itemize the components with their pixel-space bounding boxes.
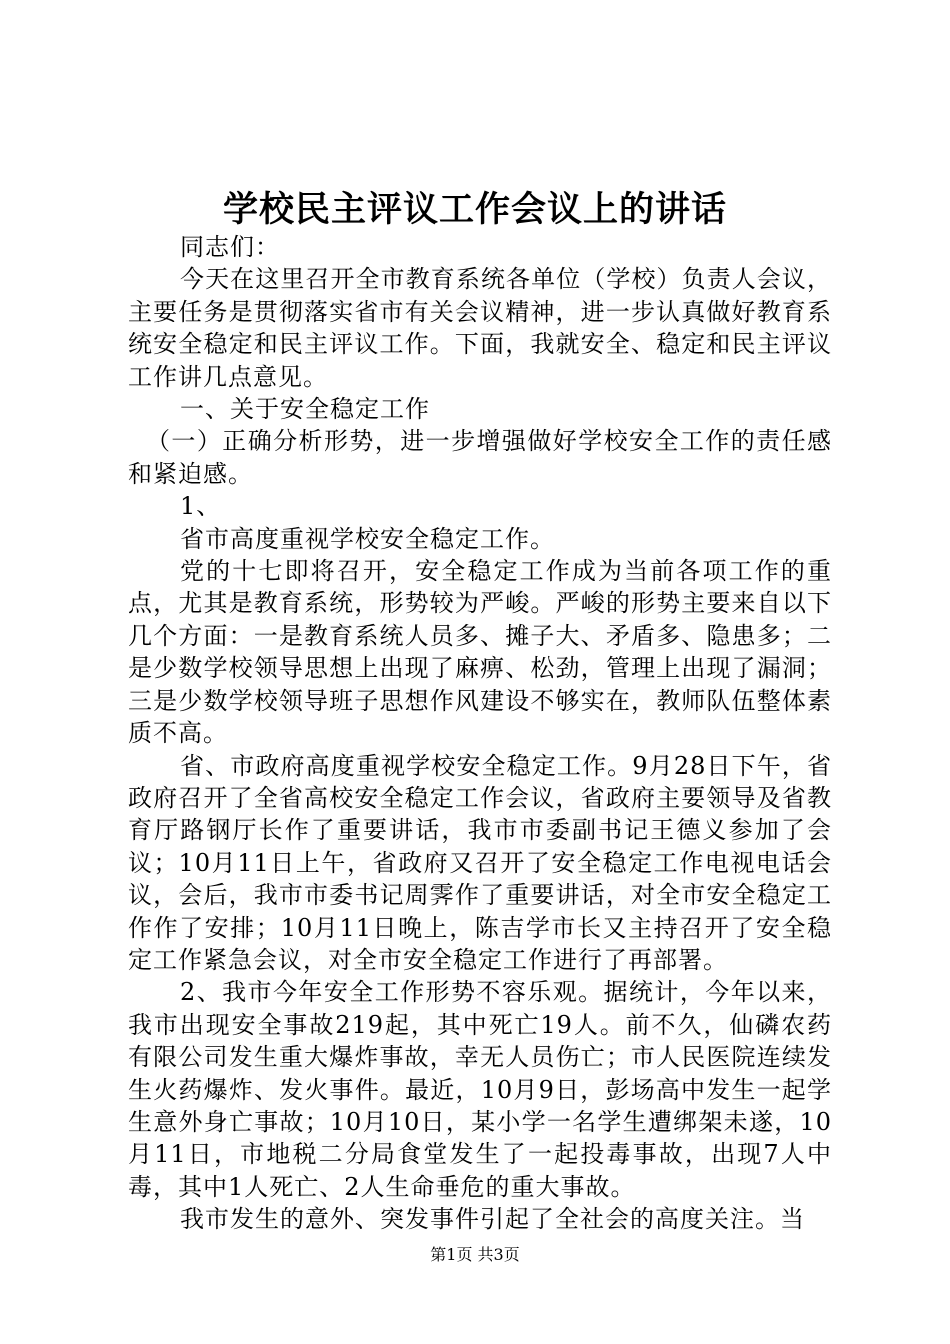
document-body <box>128 231 832 1236</box>
subsection-heading-1: （一）正确分析形势，进一步增强做好学校安全工作的责任感和紧迫感。 <box>128 427 832 488</box>
paragraph-situation: 党的十七即将召开，安全稳定工作成为当前各项工作的重点，尤其是教育系统，形势较为严峻。严峻的形势主要来自以下几个方面：一是教育系统人员多、摊子大、矛盾多、隐患多；二是少数学校领导思想上出现了麻痹、松劲，管理上出现了漏洞；三是少数学校领导班子思想作风建设不够实在，教师队伍整体素质不高。 <box>128 557 832 748</box>
paragraph-government: 省、市政府高度重视学校安全稳定工作。9月28日下午，省政府召开了全省高校安全稳定工作会议，省政府主要领导及省教育厅路钢厅长作了重要讲话，我市市委副书记王德义参加了会议；10月11日上午，省政府又召开了安全稳定工作电视电话会议，会后，我市市委书记周霁作了重要讲话，对全市安全稳定工作作了安排；10月11日晚上，陈吉学市长又主持召开了安全稳定工作紧急会议，对全市安全稳定工作进行了再部署。 <box>128 751 832 974</box>
section-heading-safety: 一、关于安全稳定工作 <box>180 395 430 424</box>
paragraph-item-1-heading: 省市高度重视学校安全稳定工作。 <box>180 524 555 553</box>
paragraph-intro: 今天在这里召开全市教育系统各单位（学校）负责人会议，主要任务是贯彻落实省市有关会议精神，进一步认真做好教育系统安全稳定和民主评议工作。下面，我就安全、稳定和民主评议工作讲几点意见。 <box>128 265 832 391</box>
document-title: 学校民主评议工作会议上的讲话 <box>222 189 727 230</box>
page-number-footer: 第1页 共3页 <box>430 1245 520 1264</box>
item-number-1: 1、 <box>180 492 222 521</box>
paragraph-attention: 我市发生的意外、突发事件引起了全社会的高度关注。当 <box>180 1205 805 1234</box>
paragraph-item-2: 2、我市今年安全工作形势不容乐观。据统计，今年以来，我市出现安全事故219起，其中死亡19人。前不久，仙磷农药有限公司发生重大爆炸事故，幸无人员伤亡；市人民医院连续发生火药爆炸、发火事件。最近，10月9日，彭场高中发生一起学生意外身亡事故；10月10日，某小学一名学生遭绑架未遂，10月11日，市地税二分局食堂发生了一起投毒事故，出现7人中毒，其中1人死亡、2人生命垂危的重大事故。 <box>128 978 832 1201</box>
paragraph-greeting: 同志们： <box>180 233 280 261</box>
